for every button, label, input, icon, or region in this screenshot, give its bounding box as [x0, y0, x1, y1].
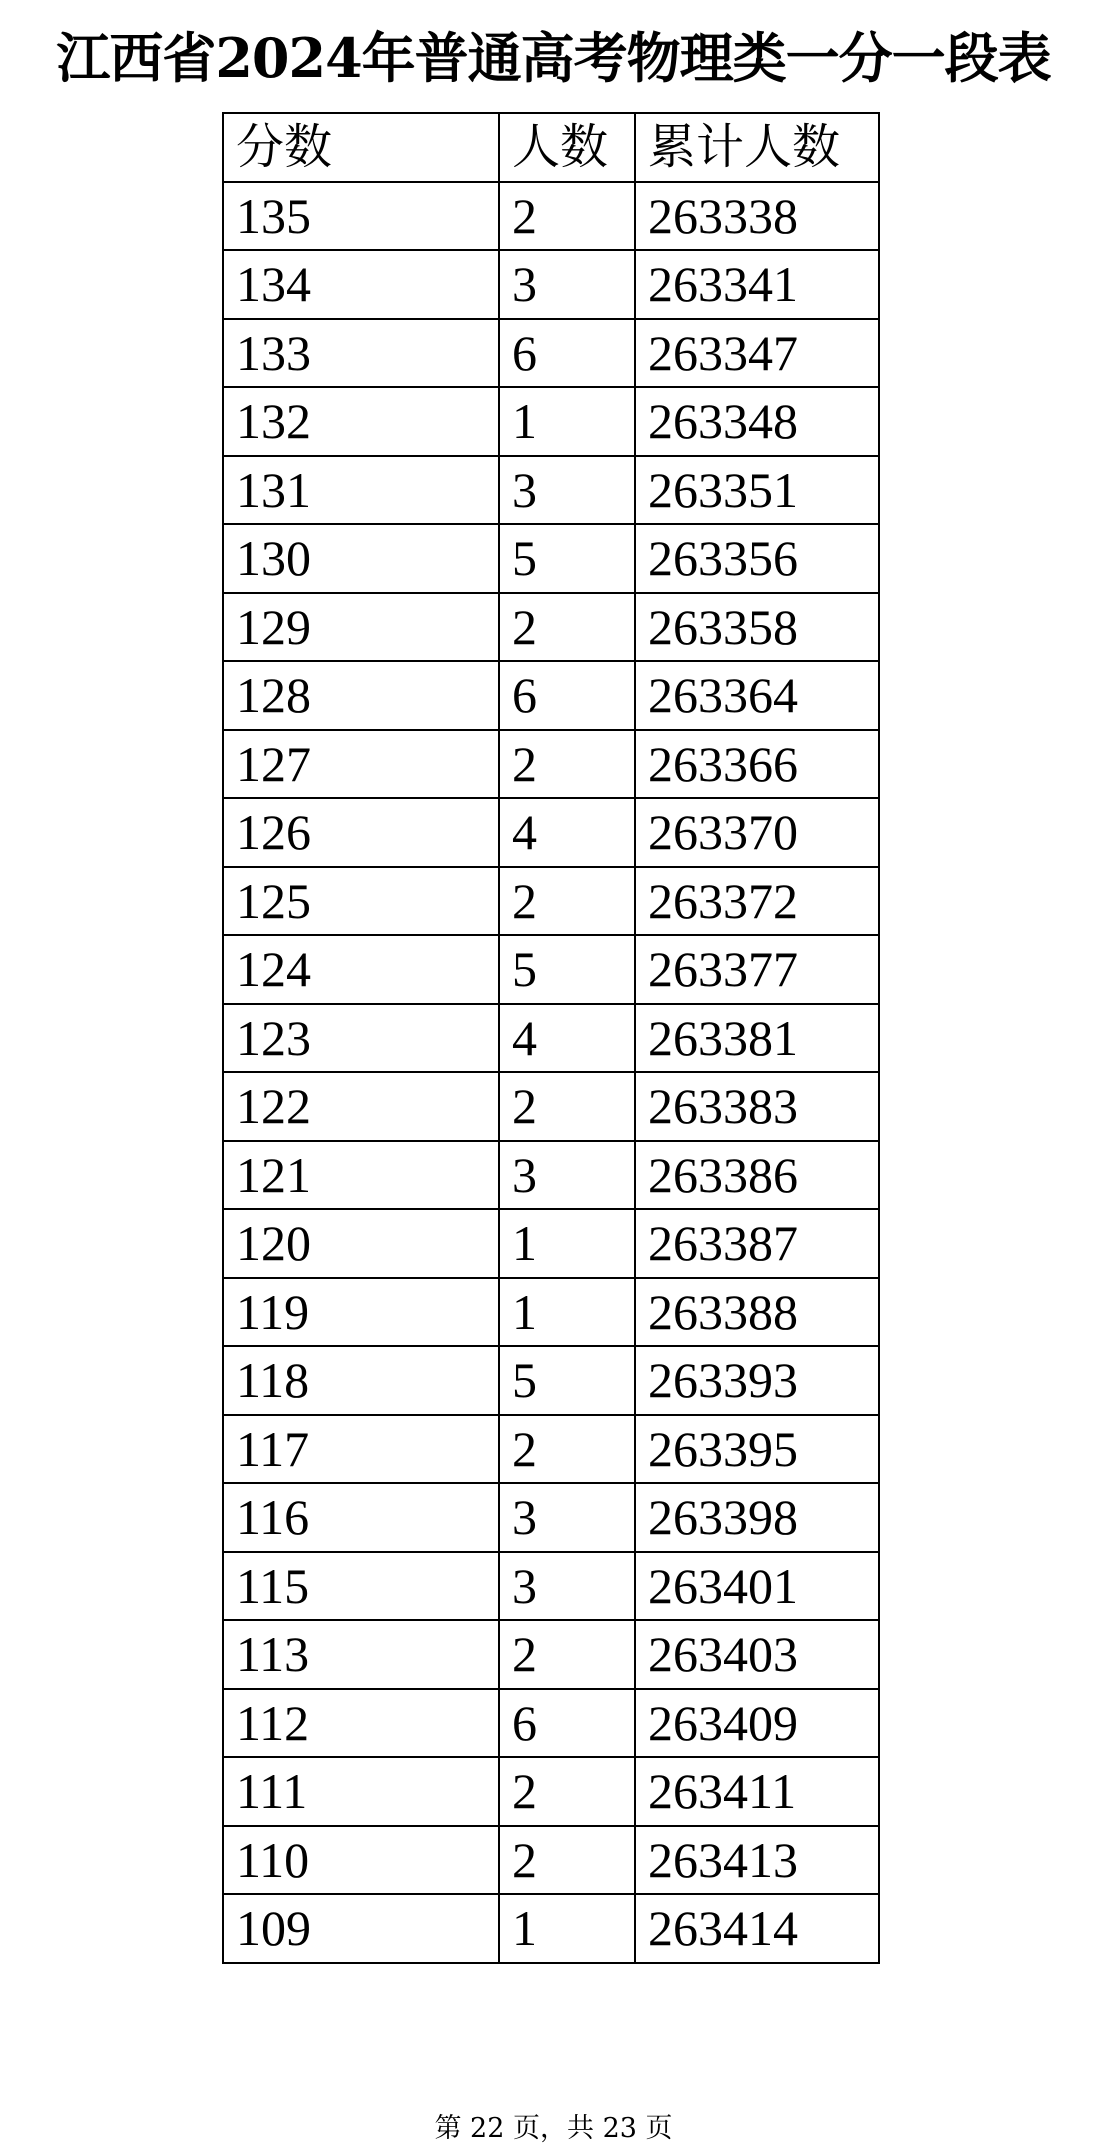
cell-count: 2	[499, 1072, 635, 1141]
cell-score: 119	[223, 1278, 499, 1347]
table-row	[223, 319, 879, 388]
cell-count: 2	[499, 1415, 635, 1484]
table-row	[223, 1826, 879, 1895]
page-title: 江西省2024年普通高考物理类一分一段表	[56, 26, 1051, 90]
table-row	[223, 593, 879, 662]
cell-score: 133	[223, 319, 499, 388]
cell-score: 126	[223, 798, 499, 867]
cell-cumulative: 263403	[635, 1620, 879, 1689]
cell-score: 131	[223, 456, 499, 525]
table-row	[223, 798, 879, 867]
table-row	[223, 1894, 879, 1963]
cell-score: 115	[223, 1552, 499, 1621]
cell-cumulative: 263393	[635, 1346, 879, 1415]
cell-score: 118	[223, 1346, 499, 1415]
cell-cumulative: 263395	[635, 1415, 879, 1484]
table-row	[223, 456, 879, 525]
cell-score: 116	[223, 1483, 499, 1552]
cell-score: 135	[223, 182, 499, 251]
table-row	[223, 1757, 879, 1826]
cell-cumulative: 263358	[635, 593, 879, 662]
cell-cumulative: 263377	[635, 935, 879, 1004]
cell-count: 4	[499, 798, 635, 867]
cell-count: 6	[499, 319, 635, 388]
page-footer: 第 22 页，共 23 页	[434, 2113, 673, 2144]
cell-score: 117	[223, 1415, 499, 1484]
cell-score: 111	[223, 1757, 499, 1826]
cell-score: 110	[223, 1826, 499, 1895]
cell-score: 112	[223, 1689, 499, 1758]
cell-count: 5	[499, 1346, 635, 1415]
cell-score: 132	[223, 387, 499, 456]
cell-cumulative: 263386	[635, 1141, 879, 1210]
cell-cumulative: 263414	[635, 1894, 879, 1963]
cell-score: 125	[223, 867, 499, 936]
cell-cumulative: 263356	[635, 524, 879, 593]
cell-count: 1	[499, 1278, 635, 1347]
cell-score: 122	[223, 1072, 499, 1141]
table-row	[223, 524, 879, 593]
cell-score: 121	[223, 1141, 499, 1210]
cell-count: 5	[499, 524, 635, 593]
table-row	[223, 182, 879, 251]
cell-count: 3	[499, 250, 635, 319]
cell-cumulative: 263348	[635, 387, 879, 456]
table-row	[223, 730, 879, 799]
cell-count: 3	[499, 1483, 635, 1552]
cell-cumulative: 263383	[635, 1072, 879, 1141]
table-row	[223, 250, 879, 319]
cell-cumulative: 263341	[635, 250, 879, 319]
table-row	[223, 935, 879, 1004]
cell-cumulative: 263387	[635, 1209, 879, 1278]
cell-cumulative: 263372	[635, 867, 879, 936]
cell-cumulative: 263411	[635, 1757, 879, 1826]
table-row	[223, 1141, 879, 1210]
table-row	[223, 387, 879, 456]
table-header-row	[223, 113, 879, 182]
cell-count: 2	[499, 1826, 635, 1895]
table-row	[223, 1620, 879, 1689]
table-row	[223, 1278, 879, 1347]
cell-cumulative: 263364	[635, 661, 879, 730]
table-row	[223, 661, 879, 730]
cell-count: 1	[499, 1894, 635, 1963]
table-row	[223, 1483, 879, 1552]
cell-score: 120	[223, 1209, 499, 1278]
cell-score: 129	[223, 593, 499, 662]
table-body	[223, 182, 879, 1963]
cell-count: 2	[499, 1620, 635, 1689]
table-row	[223, 1072, 879, 1141]
cell-score: 130	[223, 524, 499, 593]
cell-cumulative: 263388	[635, 1278, 879, 1347]
table-row	[223, 1552, 879, 1621]
cell-count: 2	[499, 730, 635, 799]
header-count: 人数	[499, 113, 635, 182]
cell-count: 6	[499, 1689, 635, 1758]
cell-score: 128	[223, 661, 499, 730]
table-row	[223, 1689, 879, 1758]
cell-cumulative: 263413	[635, 1826, 879, 1895]
cell-count: 1	[499, 387, 635, 456]
cell-cumulative: 263347	[635, 319, 879, 388]
cell-score: 123	[223, 1004, 499, 1073]
cell-score: 109	[223, 1894, 499, 1963]
table-row	[223, 1415, 879, 1484]
cell-cumulative: 263366	[635, 730, 879, 799]
cell-score: 113	[223, 1620, 499, 1689]
cell-count: 2	[499, 593, 635, 662]
cell-cumulative: 263398	[635, 1483, 879, 1552]
cell-count: 2	[499, 867, 635, 936]
cell-count: 1	[499, 1209, 635, 1278]
header-cumulative: 累计人数	[635, 113, 879, 182]
cell-score: 127	[223, 730, 499, 799]
cell-cumulative: 263381	[635, 1004, 879, 1073]
cell-count: 4	[499, 1004, 635, 1073]
cell-count: 3	[499, 1141, 635, 1210]
cell-cumulative: 263401	[635, 1552, 879, 1621]
cell-count: 2	[499, 1757, 635, 1826]
cell-cumulative: 263409	[635, 1689, 879, 1758]
cell-count: 3	[499, 1552, 635, 1621]
table-row	[223, 867, 879, 936]
cell-cumulative: 263351	[635, 456, 879, 525]
score-table	[222, 112, 880, 1964]
cell-count: 3	[499, 456, 635, 525]
header-score: 分数	[223, 113, 499, 182]
cell-count: 5	[499, 935, 635, 1004]
cell-score: 134	[223, 250, 499, 319]
cell-count: 2	[499, 182, 635, 251]
cell-count: 6	[499, 661, 635, 730]
table-row	[223, 1209, 879, 1278]
cell-cumulative: 263370	[635, 798, 879, 867]
cell-cumulative: 263338	[635, 182, 879, 251]
table-row	[223, 1004, 879, 1073]
cell-score: 124	[223, 935, 499, 1004]
table-row	[223, 1346, 879, 1415]
